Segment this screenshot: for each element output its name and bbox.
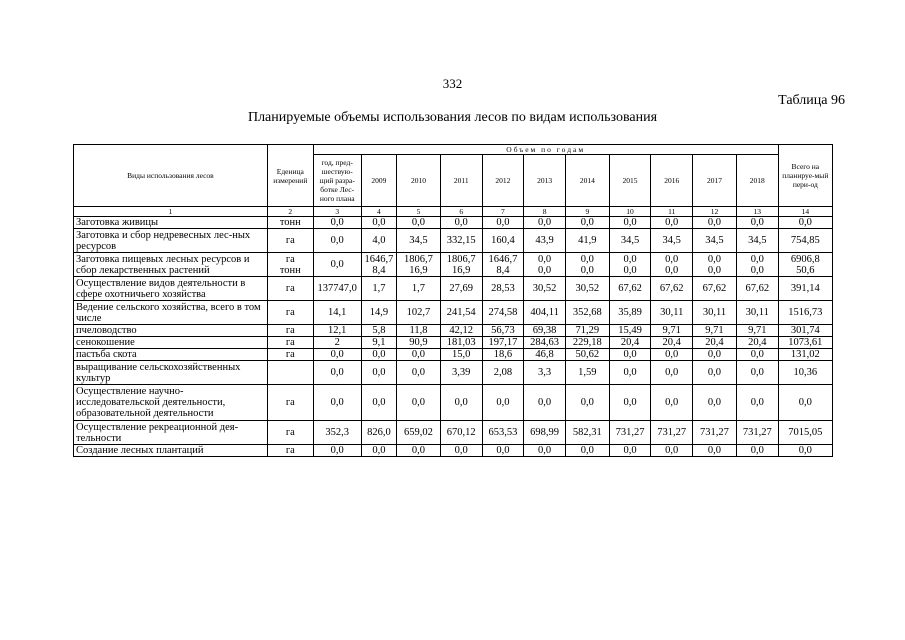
row-value: 56,73 — [482, 325, 524, 337]
column-number: 2 — [267, 207, 313, 217]
row-unit: га — [267, 349, 313, 361]
header-year: 2017 — [693, 155, 737, 207]
row-value: 0,0 — [651, 385, 693, 421]
row-value: 3,3 — [524, 361, 566, 385]
row-value: 391,14 — [778, 277, 832, 301]
row-value: 90,9 — [397, 337, 441, 349]
row-value: 0,0 — [736, 217, 778, 229]
header-year: 2010 — [397, 155, 441, 207]
header-year: 2011 — [440, 155, 482, 207]
header-unit: Еденица измерений — [267, 145, 313, 207]
row-value: 14,9 — [361, 301, 396, 325]
row-value: 0,0 — [736, 445, 778, 457]
row-value: 1806,7 16,9 — [440, 253, 482, 277]
row-value: 0,0 — [313, 361, 361, 385]
row-value: 0,0 0,0 — [565, 253, 609, 277]
row-name: Осуществление рекреационной дея-тельности — [74, 421, 268, 445]
row-value: 102,7 — [397, 301, 441, 325]
row-value: 352,3 — [313, 421, 361, 445]
row-value: 301,74 — [778, 325, 832, 337]
row-value: 0,0 — [736, 361, 778, 385]
row-unit: га — [267, 229, 313, 253]
row-value: 0,0 — [524, 445, 566, 457]
row-value: 1073,61 — [778, 337, 832, 349]
row-value: 0,0 — [361, 445, 396, 457]
row-value: 30,11 — [693, 301, 737, 325]
row-value: 9,71 — [651, 325, 693, 337]
table-row — [74, 277, 833, 301]
row-value: 1,7 — [397, 277, 441, 301]
column-number: 4 — [361, 207, 396, 217]
row-value: 731,27 — [609, 421, 651, 445]
row-value: 0,0 — [524, 385, 566, 421]
row-value: 0,0 — [609, 361, 651, 385]
table-row — [74, 301, 833, 325]
row-value: 731,27 — [651, 421, 693, 445]
row-value: 0,0 — [397, 361, 441, 385]
row-value: 731,27 — [693, 421, 737, 445]
row-value: 229,18 — [565, 337, 609, 349]
row-value: 2,08 — [482, 361, 524, 385]
row-value: 0,0 — [565, 217, 609, 229]
row-value: 731,27 — [736, 421, 778, 445]
row-value: 4,0 — [361, 229, 396, 253]
row-value: 28,53 — [482, 277, 524, 301]
row-name: Создание лесных плантаций — [74, 445, 268, 457]
row-value: 0,0 — [609, 385, 651, 421]
row-value: 0,0 — [440, 217, 482, 229]
row-value: 2 — [313, 337, 361, 349]
table-row — [74, 385, 833, 421]
row-value: 1516,73 — [778, 301, 832, 325]
table-row — [74, 253, 833, 277]
row-value: 0,0 0,0 — [693, 253, 737, 277]
row-value: 160,4 — [482, 229, 524, 253]
row-name: Заготовка живицы — [74, 217, 268, 229]
row-value: 69,38 — [524, 325, 566, 337]
header-year: 2016 — [651, 155, 693, 207]
column-number: 13 — [736, 207, 778, 217]
row-value: 15,49 — [609, 325, 651, 337]
header-group: Объем по годам — [313, 145, 778, 155]
page-number: 332 — [442, 76, 463, 91]
row-value: 30,52 — [565, 277, 609, 301]
row-value: 0,0 — [361, 217, 396, 229]
row-value: 0,0 — [609, 445, 651, 457]
row-value: 332,15 — [440, 229, 482, 253]
row-value: 0,0 — [397, 217, 441, 229]
row-value: 0,0 — [693, 349, 737, 361]
row-name: выращивание сельскохозяйственных культур — [74, 361, 268, 385]
row-value: 0,0 — [313, 385, 361, 421]
row-value: 0,0 — [440, 445, 482, 457]
row-unit: га — [267, 337, 313, 349]
column-number: 10 — [609, 207, 651, 217]
row-value: 0,0 — [313, 217, 361, 229]
row-value: 0,0 — [693, 385, 737, 421]
row-value: 9,71 — [736, 325, 778, 337]
header-year: 2018 — [736, 155, 778, 207]
row-value: 34,5 — [736, 229, 778, 253]
row-value: 582,31 — [565, 421, 609, 445]
row-value: 34,5 — [651, 229, 693, 253]
header-year: 2009 — [361, 155, 396, 207]
row-value: 0,0 — [397, 385, 441, 421]
row-value: 352,68 — [565, 301, 609, 325]
row-value: 20,4 — [693, 337, 737, 349]
header-year: 2012 — [482, 155, 524, 207]
row-value: 67,62 — [736, 277, 778, 301]
row-value: 46,8 — [524, 349, 566, 361]
row-value: 0,0 — [361, 385, 396, 421]
row-value: 14,1 — [313, 301, 361, 325]
row-unit: га — [267, 445, 313, 457]
row-value: 6906,8 50,6 — [778, 253, 832, 277]
row-value: 35,89 — [609, 301, 651, 325]
column-number: 12 — [693, 207, 737, 217]
row-name: Заготовка пищевых лесных ресурсов и сбор лекарственных растений — [74, 253, 268, 277]
column-number: 7 — [482, 207, 524, 217]
row-value: 0,0 — [736, 385, 778, 421]
header-kind: Виды использования лесов — [74, 145, 268, 207]
row-value: 0,0 — [440, 385, 482, 421]
row-value: 274,58 — [482, 301, 524, 325]
row-value: 0,0 — [361, 361, 396, 385]
row-value: 698,99 — [524, 421, 566, 445]
row-unit: га — [267, 421, 313, 445]
row-value: 30,11 — [736, 301, 778, 325]
row-value: 0,0 0,0 — [736, 253, 778, 277]
row-value: 3,39 — [440, 361, 482, 385]
row-value: 30,52 — [524, 277, 566, 301]
row-value: 1,59 — [565, 361, 609, 385]
row-value: 42,12 — [440, 325, 482, 337]
row-value: 1646,7 8,4 — [361, 253, 396, 277]
row-value: 11,8 — [397, 325, 441, 337]
row-value: 0,0 — [651, 349, 693, 361]
row-value: 0,0 — [397, 445, 441, 457]
row-value: 9,1 — [361, 337, 396, 349]
row-value: 15,0 — [440, 349, 482, 361]
row-name: сенокошение — [74, 337, 268, 349]
row-value: 20,4 — [651, 337, 693, 349]
row-value: 34,5 — [693, 229, 737, 253]
row-value: 5,8 — [361, 325, 396, 337]
row-value: 0,0 — [693, 361, 737, 385]
header-year: 2013 — [524, 155, 566, 207]
column-number: 9 — [565, 207, 609, 217]
column-number: 14 — [778, 207, 832, 217]
row-value: 653,53 — [482, 421, 524, 445]
row-value: 0,0 0,0 — [651, 253, 693, 277]
row-value: 71,29 — [565, 325, 609, 337]
header-total: Всего на планируе-мый пери-од — [778, 145, 832, 207]
row-value: 0,0 — [736, 349, 778, 361]
row-value: 0,0 — [609, 349, 651, 361]
row-value: 0,0 0,0 — [609, 253, 651, 277]
row-value: 12,1 — [313, 325, 361, 337]
row-unit: га — [267, 277, 313, 301]
row-value: 67,62 — [651, 277, 693, 301]
table-row — [74, 229, 833, 253]
row-name: Заготовка и сбор недревесных лес-ных ресурсов — [74, 229, 268, 253]
row-value: 131,02 — [778, 349, 832, 361]
row-value: 34,5 — [397, 229, 441, 253]
row-value: 0,0 — [482, 385, 524, 421]
row-value: 0,0 — [778, 385, 832, 421]
row-value: 10,36 — [778, 361, 832, 385]
row-value: 67,62 — [693, 277, 737, 301]
header-year: 2015 — [609, 155, 651, 207]
row-value: 241,54 — [440, 301, 482, 325]
table-row — [74, 217, 833, 229]
row-value: 404,11 — [524, 301, 566, 325]
row-value: 0,0 — [524, 217, 566, 229]
table-label: Таблица 96 — [778, 93, 845, 108]
forest-use-table — [73, 144, 833, 457]
row-value: 0,0 — [482, 445, 524, 457]
row-unit: га — [267, 385, 313, 421]
row-value: 826,0 — [361, 421, 396, 445]
row-value: 43,9 — [524, 229, 566, 253]
row-value: 20,4 — [609, 337, 651, 349]
row-value: 0,0 — [651, 217, 693, 229]
row-value: 137747,0 — [313, 277, 361, 301]
row-value: 27,69 — [440, 277, 482, 301]
row-value: 0,0 — [313, 445, 361, 457]
table-row — [74, 445, 833, 457]
row-value: 34,5 — [609, 229, 651, 253]
row-unit — [267, 361, 313, 385]
row-value: 284,63 — [524, 337, 566, 349]
header-prev-year: год, пред-шествую-щий разра-ботке Лес-ного плана — [313, 155, 361, 207]
row-value: 0,0 — [693, 445, 737, 457]
row-value: 670,12 — [440, 421, 482, 445]
table-row — [74, 325, 833, 337]
row-value: 0,0 — [313, 229, 361, 253]
row-value: 754,85 — [778, 229, 832, 253]
column-number: 6 — [440, 207, 482, 217]
row-value: 0,0 0,0 — [524, 253, 566, 277]
row-unit: га — [267, 325, 313, 337]
row-name: Осуществление видов деятельности в сфере охотничьего хозяйства — [74, 277, 268, 301]
row-name: пчеловодство — [74, 325, 268, 337]
row-value: 0,0 — [609, 217, 651, 229]
row-value: 1,7 — [361, 277, 396, 301]
column-number: 3 — [313, 207, 361, 217]
row-unit: га — [267, 301, 313, 325]
table-row — [74, 361, 833, 385]
row-value: 0,0 — [778, 217, 832, 229]
row-value: 0,0 — [397, 349, 441, 361]
table-row — [74, 421, 833, 445]
row-value: 7015,05 — [778, 421, 832, 445]
row-value: 0,0 — [778, 445, 832, 457]
row-name: пастьба скота — [74, 349, 268, 361]
row-value: 20,4 — [736, 337, 778, 349]
header-year: 2014 — [565, 155, 609, 207]
row-value: 0,0 — [565, 445, 609, 457]
row-value: 197,17 — [482, 337, 524, 349]
row-value: 0,0 — [693, 217, 737, 229]
row-value: 0,0 — [313, 349, 361, 361]
row-value: 181,03 — [440, 337, 482, 349]
row-value: 0,0 — [651, 445, 693, 457]
column-number: 5 — [397, 207, 441, 217]
row-value: 30,11 — [651, 301, 693, 325]
row-unit: тонн — [267, 217, 313, 229]
row-value: 0,0 — [651, 361, 693, 385]
row-value: 0,0 — [361, 349, 396, 361]
row-value: 18,6 — [482, 349, 524, 361]
row-name: Ведение сельского хозяйства, всего в том числе — [74, 301, 268, 325]
row-unit: га тонн — [267, 253, 313, 277]
column-number: 1 — [74, 207, 268, 217]
row-value: 50,62 — [565, 349, 609, 361]
column-number: 8 — [524, 207, 566, 217]
row-value: 0,0 — [482, 217, 524, 229]
row-value: 9,71 — [693, 325, 737, 337]
row-name: Осуществление научно-исследовательской деятельности, образовательной деятельности — [74, 385, 268, 421]
row-value: 1646,7 8,4 — [482, 253, 524, 277]
table-title: Планируемые объемы использования лесов по видам использования — [247, 110, 658, 125]
row-value: 0,0 — [313, 253, 361, 277]
row-value: 41,9 — [565, 229, 609, 253]
row-value: 0,0 — [565, 385, 609, 421]
row-value: 1806,7 16,9 — [397, 253, 441, 277]
row-value: 67,62 — [609, 277, 651, 301]
table-row — [74, 349, 833, 361]
row-value: 659,02 — [397, 421, 441, 445]
column-number: 11 — [651, 207, 693, 217]
table-row — [74, 337, 833, 349]
